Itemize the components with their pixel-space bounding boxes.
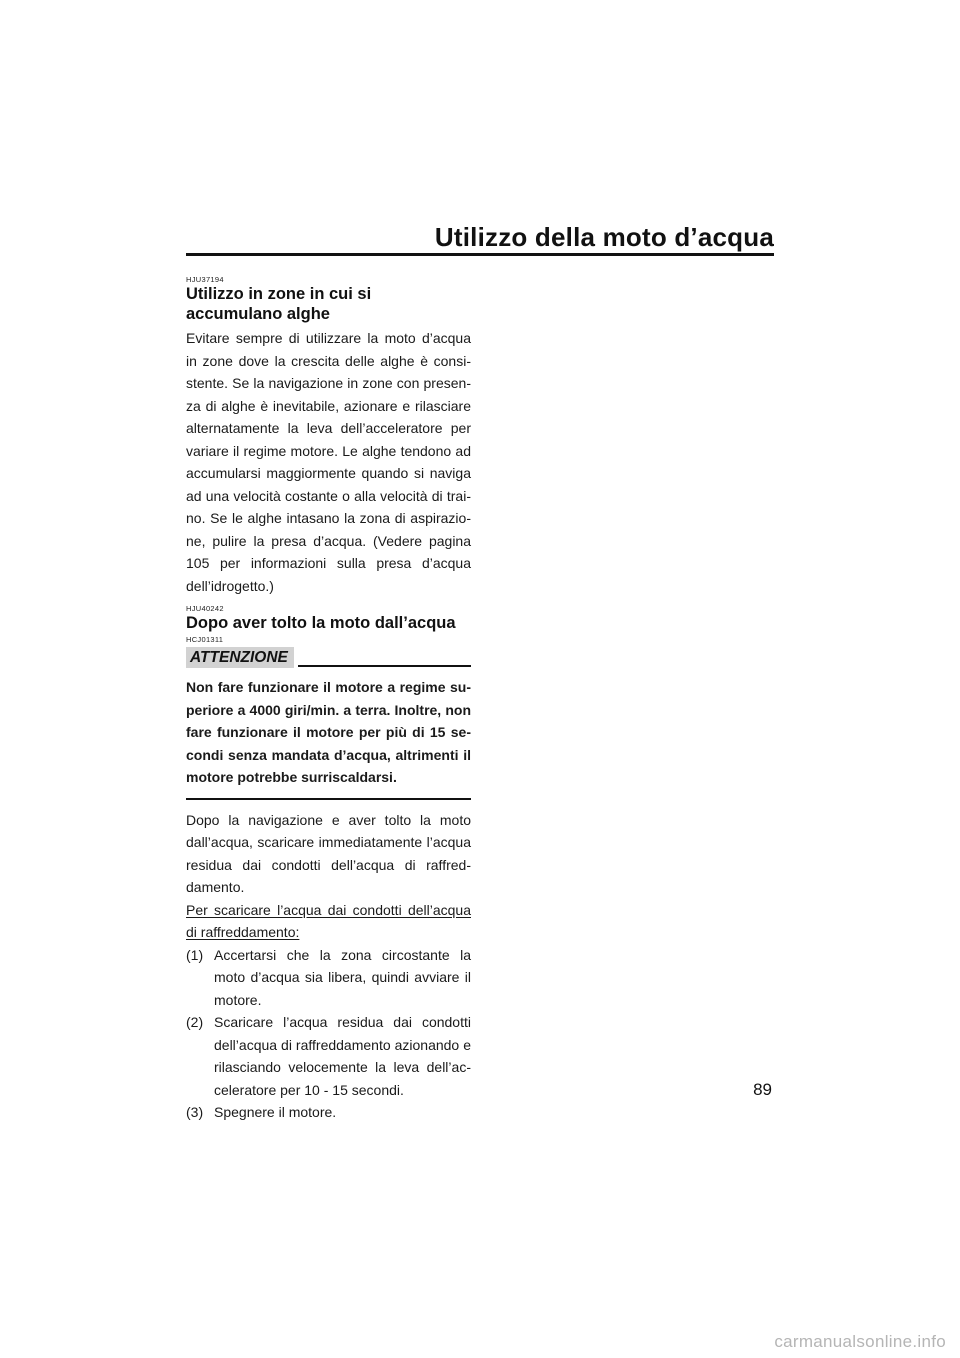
warning-code: HCJ01311	[186, 635, 224, 644]
section-title-algae: Utilizzo in zone in cui si accumulano alghe	[186, 285, 372, 323]
list-item	[186, 944, 471, 1012]
warning-text: Non fare funzionare il motore a regime superiore a 4000 giri/min. a terra. Inoltre, non fare funzionare il motore per più di 15 secondi senza mandata d’acqua, altrimenti il motore potrebbe surriscaldarsi.	[186, 679, 471, 785]
list-item	[186, 1101, 471, 1124]
step-text: Spegnere il motore.	[214, 1104, 337, 1120]
section-title-after-removal: Dopo aver tolto la moto dall’acqua	[186, 614, 456, 632]
page-number: 89	[753, 1080, 772, 1099]
warning-bottom-rule	[186, 798, 471, 800]
step-text: Accertarsi che la zona circostante la moto d’acqua sia libera, quindi avviare il motore.	[214, 946, 471, 1008]
step-number: (3)	[186, 1104, 204, 1120]
procedure-steps	[186, 944, 471, 1124]
page-header-title: Utilizzo della moto d’acqua	[434, 222, 774, 252]
section-body-after-removal: Dopo la navigazione e aver tolto la moto dall’acqua, scaricare immediatamente l’acqua residua dai condotti dell’acqua di raffreddamento.	[186, 811, 471, 895]
warning-header	[186, 646, 471, 668]
watermark: carmanualsonline.info	[774, 1332, 946, 1351]
section-code: HJU37194	[186, 275, 224, 284]
procedure-subheading: Per scaricare l’acqua dai condotti dell’acqua di raffreddamento:	[186, 901, 471, 940]
step-number: (2)	[186, 1014, 204, 1030]
section-body-algae: Evitare sempre di utilizzare la moto d’acqua in zone dove la crescita delle alghe è consistente. Se la navigazione in zone con presenza di alghe è inevitabile, azionare e rilasciare alternatamente la leva dell’acceleratore per variare il regime motore. Le alghe tendono ad accumularsi maggiormente quando si naviga ad una velocità costante o alla velocità di traino. Se le alghe intasano la zona di aspirazione, pulire la presa d’acqua. (Vedere pagina 105 per informazioni sulla presa d’acqua dell’idrogetto.)	[186, 330, 471, 594]
warning-top-rule	[298, 665, 471, 667]
list-item	[186, 1011, 471, 1101]
step-text: Scaricare l’acqua residua dai condotti dell’acqua di raffreddamento azionando e rilasciando velocemente la leva dell’acceleratore per 10 - 15 secondi.	[214, 1014, 471, 1098]
section-code: HJU40242	[186, 604, 224, 613]
warning-badge: ATTENZIONE	[186, 647, 294, 668]
content-column	[186, 276, 471, 1124]
header-rule	[186, 253, 774, 256]
step-number: (1)	[186, 946, 204, 963]
